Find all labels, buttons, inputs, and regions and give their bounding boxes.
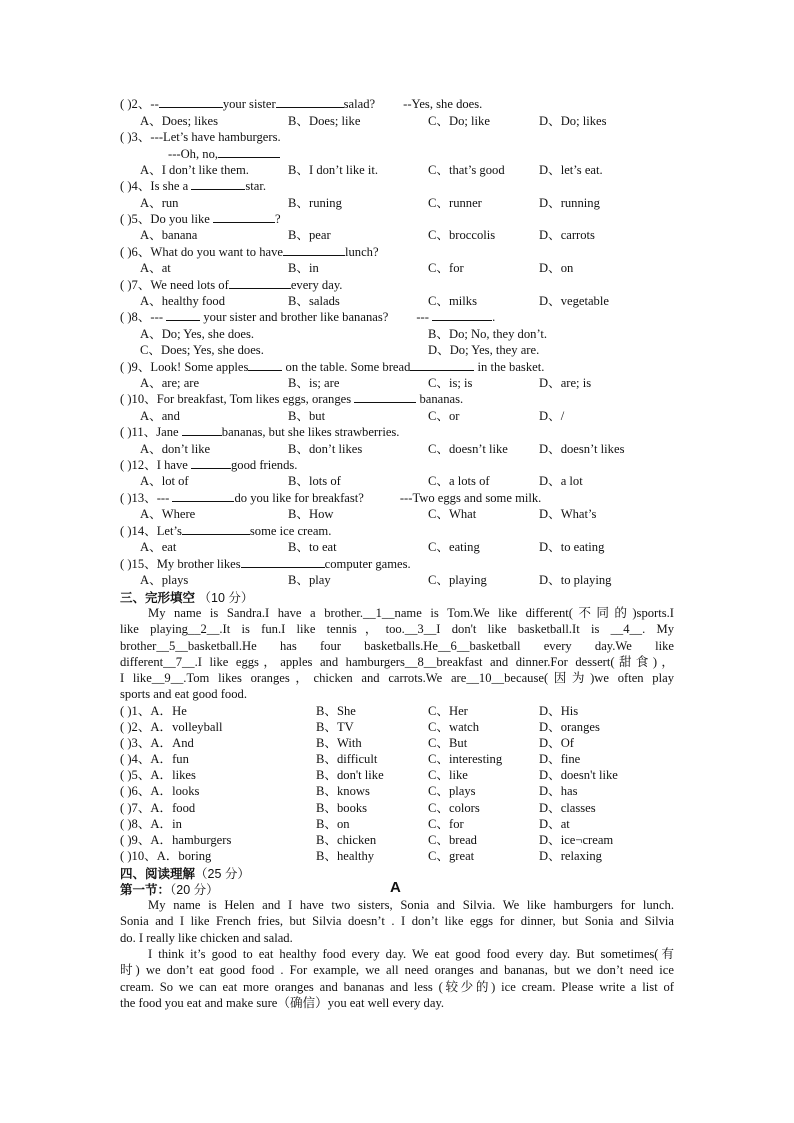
cloze-option-c[interactable]: C、watch	[428, 720, 480, 734]
option-b[interactable]: B、lots of	[288, 474, 341, 488]
cloze-option-a[interactable]: ( )3、A．And	[120, 736, 194, 750]
cloze-option-a[interactable]: ( )2、A．volleyball	[120, 720, 223, 734]
answer-blank[interactable]	[159, 96, 223, 108]
option-b[interactable]: B、salads	[288, 294, 340, 308]
cloze-option-a[interactable]: ( )8、A．in	[120, 817, 182, 831]
answer-blank[interactable]	[276, 96, 344, 108]
question-5	[120, 211, 281, 227]
cloze-passage	[120, 605, 674, 703]
passage-line: brother__5__basketball.He has four basketballs.He__6__basketball every day.We like	[120, 638, 674, 653]
passage-line: do. I really like chicken and salad.	[120, 930, 293, 945]
reading-part-score: （20 分）	[170, 883, 219, 897]
cloze-option-d[interactable]: D、fine	[539, 752, 581, 766]
question-9-text: on the table. Some bread	[285, 360, 411, 374]
passage-line: 时) we don’t eat good food . For example, we all need oranges and bananas, but we don’t need ice	[120, 963, 674, 978]
question-12	[120, 457, 297, 473]
option-c[interactable]: C、runner	[428, 196, 482, 210]
answer-blank[interactable]	[229, 277, 291, 289]
question-8-text: your sister and brother like bananas?	[203, 310, 389, 324]
question-3-response: ---Oh, no,	[168, 147, 219, 161]
option-d[interactable]: D、to playing	[539, 573, 612, 587]
cloze-title: 三、完形填空	[120, 591, 196, 605]
cloze-option-a[interactable]: ( )1、A．He	[120, 704, 187, 718]
option-d[interactable]: D、carrots	[539, 228, 595, 242]
option-a[interactable]: A、are; are	[140, 376, 200, 390]
question-15	[120, 556, 411, 572]
option-d[interactable]: D、Do; Yes, they are.	[428, 343, 540, 357]
cloze-option-c[interactable]: C、colors	[428, 801, 480, 815]
option-b[interactable]: B、I don’t like it.	[288, 163, 379, 177]
option-a[interactable]: A、eat	[140, 540, 177, 554]
question-8-stem: ( )8、---	[120, 310, 164, 324]
question-13-text: do you like for breakfast?	[234, 491, 364, 505]
option-a[interactable]: A、Do; Yes, she does.	[140, 327, 255, 341]
option-c[interactable]: C、broccolis	[428, 228, 496, 242]
question-3	[120, 129, 281, 145]
option-d[interactable]: D、doesn’t likes	[539, 442, 625, 456]
option-b[interactable]: B、play	[288, 573, 331, 587]
option-b[interactable]: B、How	[288, 507, 334, 521]
passage-line: like playing__2__.It is fun.I like tennis，too.__3__I don't like basketball.It is __4__. My	[120, 622, 674, 637]
cloze-option-d[interactable]: D、relaxing	[539, 849, 602, 863]
question-11	[120, 424, 399, 440]
option-a[interactable]: A、healthy food	[140, 294, 225, 308]
option-b[interactable]: B、don’t likes	[288, 442, 363, 456]
question-6-stem: ( )6、What do you want to have	[120, 245, 283, 259]
option-d[interactable]: D、What’s	[539, 507, 597, 521]
cloze-option-c[interactable]: C、like	[428, 768, 468, 782]
reading-score: （25 分）	[195, 867, 250, 881]
cloze-option-d[interactable]: D、at	[539, 817, 570, 831]
question-12-text: good friends.	[231, 458, 298, 472]
passage-line: My name is Sandra.I have a brother.__1__name is Tom.We like different(不同的)sports.I	[148, 606, 674, 620]
question-2-text: salad?	[343, 97, 376, 111]
question-7-stem: ( )7、We need lots of	[120, 278, 229, 292]
cloze-option-b[interactable]: B、chicken	[316, 833, 377, 847]
question-3-response-line	[168, 146, 280, 162]
reading-paragraph-1	[120, 897, 674, 946]
option-a[interactable]: A、Does; likes	[140, 114, 219, 128]
question-11-text: bananas, but she likes strawberries.	[221, 425, 400, 439]
cloze-option-d[interactable]: D、oranges	[539, 720, 600, 734]
option-b[interactable]: B、pear	[288, 228, 331, 242]
cloze-option-c[interactable]: C、great	[428, 849, 475, 863]
passage-letter: A	[390, 879, 401, 896]
passage-line: My name is Helen and I have two sisters, Sonia and Silvia. We like hamburgers for lunch.	[148, 898, 674, 912]
question-13-stem: ( )13、---	[120, 491, 170, 505]
option-a[interactable]: A、plays	[140, 573, 189, 587]
cloze-option-c[interactable]: C、But	[428, 736, 468, 750]
question-8-response: ---	[416, 310, 429, 324]
passage-line: I think it’s good to eat healthy food every day. We eat good food every day. But sometimes(有	[148, 947, 674, 961]
cloze-option-d[interactable]: D、doesn't like	[539, 768, 618, 782]
option-c[interactable]: C、Does; Yes, she does.	[140, 343, 264, 357]
answer-blank[interactable]	[182, 523, 250, 535]
passage-line: different__7__.I like eggs，apples and hamburgers__8__breakfast and dinner.For dessert(甜食)，	[120, 654, 674, 669]
question-2	[120, 96, 482, 112]
option-c[interactable]: C、What	[428, 507, 477, 521]
question-10-stem: ( )10、For breakfast, Tom likes eggs, oranges	[120, 392, 352, 406]
cloze-option-c[interactable]: C、bread	[428, 833, 477, 847]
question-10	[120, 391, 463, 407]
question-7	[120, 277, 342, 293]
cloze-heading	[120, 588, 253, 606]
cloze-option-d[interactable]: D、has	[539, 784, 578, 798]
answer-blank[interactable]	[410, 359, 474, 371]
option-d[interactable]: D、let’s eat.	[539, 163, 603, 177]
answer-blank[interactable]	[241, 556, 325, 568]
answer-blank[interactable]	[218, 146, 280, 158]
answer-blank[interactable]	[182, 424, 222, 436]
question-4-stem: ( )4、Is she a	[120, 179, 189, 193]
cloze-option-c[interactable]: C、for	[428, 817, 464, 831]
cloze-option-a[interactable]: ( )6、A．looks	[120, 784, 200, 798]
question-8: ( )8、--- your sister and brother like bananas? --- .	[120, 310, 496, 324]
question-14-text: some ice cream.	[249, 524, 332, 538]
option-c[interactable]: C、a lots of	[428, 474, 490, 488]
cloze-option-b[interactable]: B、on	[316, 817, 350, 831]
option-a[interactable]: A、run	[140, 196, 179, 210]
question-5-text: ?	[275, 212, 281, 226]
cloze-option-b[interactable]: B、books	[316, 801, 368, 815]
option-c[interactable]: C、that’s good	[428, 163, 505, 177]
question-9-text: in the basket.	[477, 360, 545, 374]
cloze-option-a[interactable]: ( )10、A．boring	[120, 849, 212, 863]
cloze-option-b[interactable]: B、knows	[316, 784, 370, 798]
cloze-option-a[interactable]: ( )5、A．likes	[120, 768, 196, 782]
cloze-option-c[interactable]: C、plays	[428, 784, 476, 798]
question-11-stem: ( )11、Jane	[120, 425, 179, 439]
question-9	[120, 359, 544, 375]
answer-blank[interactable]	[248, 359, 282, 371]
question-13	[120, 490, 541, 506]
cloze-option-b[interactable]: B、TV	[316, 720, 354, 734]
option-b[interactable]: B、but	[288, 409, 326, 423]
option-d[interactable]: D、/	[539, 409, 565, 423]
option-d[interactable]: D、are; is	[539, 376, 592, 390]
question-2-response: --Yes, she does.	[403, 97, 483, 111]
option-d[interactable]: D、running	[539, 196, 600, 210]
cloze-option-d[interactable]: D、Of	[539, 736, 574, 750]
question-7-text: every day.	[290, 278, 343, 292]
question-3-stem: ( )3、---Let’s have hamburgers.	[120, 130, 281, 144]
answer-blank[interactable]	[166, 309, 200, 321]
option-d[interactable]: D、a lot	[539, 474, 583, 488]
passage-line: Sonia and I like French fries, but Silvia doesn’t . I don’t like eggs for dinner, but Sonia and Silvia	[120, 914, 674, 929]
option-a[interactable]: A、I don’t like them.	[140, 163, 249, 177]
answer-blank[interactable]	[191, 178, 245, 190]
question-4	[120, 178, 266, 194]
cloze-option-d[interactable]: D、classes	[539, 801, 596, 815]
option-a[interactable]: A、don’t like	[140, 442, 211, 456]
answer-blank[interactable]	[432, 309, 492, 321]
answer-blank[interactable]	[283, 244, 345, 256]
cloze-option-d[interactable]: D、ice¬cream	[539, 833, 614, 847]
passage-line: I like__9__.Tom likes oranges，chicken and carrots.We are__10__because(因为)we often play	[120, 671, 674, 686]
reading-paragraph-2	[120, 946, 674, 1011]
question-6	[120, 244, 379, 260]
question-10-text: bananas.	[419, 392, 464, 406]
answer-blank[interactable]	[354, 391, 416, 403]
question-15-text: computer games.	[324, 557, 411, 571]
reading-title: 四、阅读理解	[120, 867, 196, 881]
passage-line: cream. So we can eat more oranges and bananas and less (较少的) ice cream. Please write a list of	[120, 979, 674, 994]
question-6-text: lunch?	[344, 245, 379, 259]
passage-line: the food you eat and make sure（确信）you eat well every day.	[120, 995, 445, 1010]
option-b[interactable]: B、Do; No, they don’t.	[428, 327, 548, 341]
option-c[interactable]: C、milks	[428, 294, 477, 308]
option-b[interactable]: B、in	[288, 261, 319, 275]
option-c[interactable]: C、Do; like	[428, 114, 490, 128]
cloze-option-b[interactable]: B、difficult	[316, 752, 378, 766]
answer-blank[interactable]	[172, 490, 234, 502]
cloze-option-c[interactable]: C、interesting	[428, 752, 503, 766]
cloze-option-b[interactable]: B、With	[316, 736, 362, 750]
option-d[interactable]: D、to eating	[539, 540, 605, 554]
option-a[interactable]: A、and	[140, 409, 180, 423]
question-5-stem: ( )5、Do you like	[120, 212, 210, 226]
option-c[interactable]: C、playing	[428, 573, 487, 587]
option-d[interactable]: D、vegetable	[539, 294, 609, 308]
option-c[interactable]: C、eating	[428, 540, 480, 554]
option-b[interactable]: B、runing	[288, 196, 342, 210]
answer-blank[interactable]	[191, 457, 231, 469]
cloze-option-b[interactable]: B、don't like	[316, 768, 384, 782]
option-d[interactable]: D、on	[539, 261, 574, 275]
option-a[interactable]: A、at	[140, 261, 171, 275]
question-15-stem: ( )15、My brother likes	[120, 557, 241, 571]
question-12-stem: ( )12、I have	[120, 458, 188, 472]
cloze-option-a[interactable]: ( )7、A．food	[120, 801, 196, 815]
question-13-response: ---Two eggs and some milk.	[399, 491, 542, 505]
cloze-option-a[interactable]: ( )4、A．fun	[120, 752, 189, 766]
option-c[interactable]: C、doesn’t like	[428, 442, 508, 456]
question-9-stem: ( )9、Look! Some apples	[120, 360, 249, 374]
question-2-text: your sister	[222, 97, 276, 111]
cloze-option-d[interactable]: D、His	[539, 704, 579, 718]
cloze-score: （10 分）	[198, 591, 254, 605]
cloze-option-b[interactable]: B、healthy	[316, 849, 375, 863]
option-a[interactable]: A、banana	[140, 228, 198, 242]
option-c[interactable]: C、or	[428, 409, 460, 423]
option-b[interactable]: B、to eat	[288, 540, 337, 554]
cloze-option-a[interactable]: ( )9、A．hamburgers	[120, 833, 232, 847]
reading-part-heading	[120, 880, 219, 898]
cloze-option-c[interactable]: C、Her	[428, 704, 468, 718]
option-b[interactable]: B、Does; like	[288, 114, 361, 128]
passage-line: sports and eat good food.	[120, 687, 247, 702]
option-b[interactable]: B、is; are	[288, 376, 340, 390]
option-c[interactable]: C、for	[428, 261, 464, 275]
option-a[interactable]: A、lot of	[140, 474, 189, 488]
cloze-option-b[interactable]: B、She	[316, 704, 356, 718]
answer-blank[interactable]	[213, 211, 275, 223]
option-a[interactable]: A、Where	[140, 507, 196, 521]
question-2-stem: ( )2、--	[120, 97, 159, 111]
reading-part-title: 第一节：	[120, 883, 171, 897]
question-4-text: star.	[245, 179, 266, 193]
option-c[interactable]: C、is; is	[428, 376, 473, 390]
option-d[interactable]: D、Do; likes	[539, 114, 607, 128]
question-14-stem: ( )14、Let’s	[120, 524, 182, 538]
question-14	[120, 523, 331, 539]
